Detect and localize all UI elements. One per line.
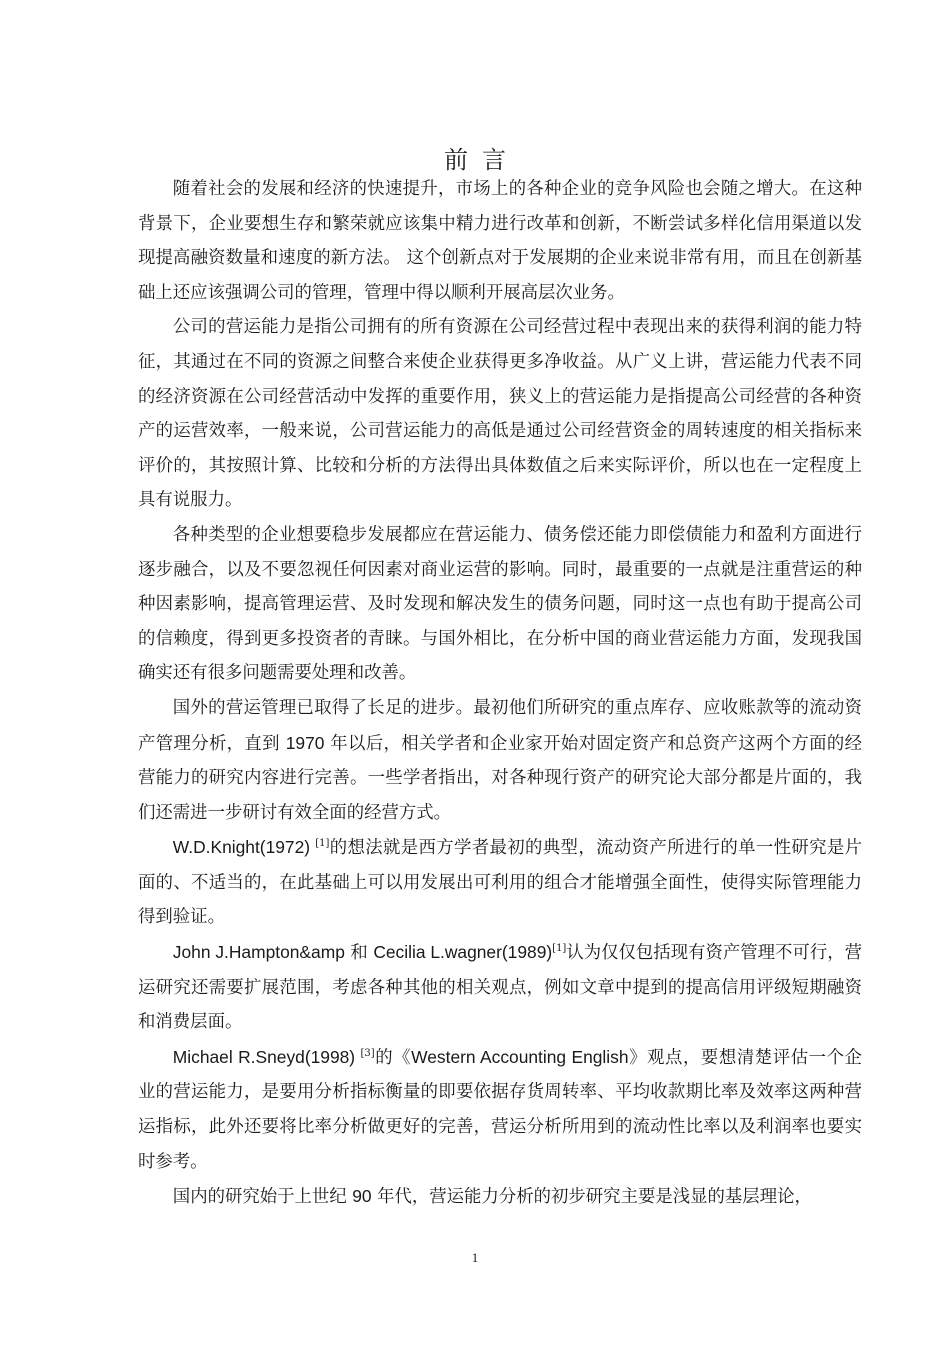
citation-ref: [1]	[315, 838, 330, 850]
page-title: 前言	[444, 146, 520, 175]
document-body	[138, 172, 862, 1215]
paragraph-4: 国外的营运管理已取得了长足的进步。最初他们所研究的重点库存、应收账款等的流动资产管理分析，直到 1970 年以后，相关学者和企业家开始对固定资产和总资产这两个方面的经营能力的研究内容进行完善。一些学者指出，对各种现行资产的研究论大部分都是片面的，我们还需进一步研讨有效全面的经营方式。	[138, 697, 862, 823]
paragraph-7: Michael R.Sneyd(1998) [3]的《Western Accounting English》观点，要想清楚评估一个企业的营运能力，是要用分析指标衡量的即要依据存货周转率、平均收款期比率及效率这两种营运指标，此外还要将比率分析做更好的完善，营运分析所用到的流动性比率以及利润率也要实时参考。	[138, 1046, 862, 1172]
paragraph-1: 随着社会的发展和经济的快速提升，市场上的各种企业的竞争风险也会随之增大。在这种背景下，企业要想生存和繁荣就应该集中精力进行改革和创新，不断尝试多样化信用渠道以发现提高融资数量和速度的新方法。 这个创新点对于发展期的企业来说非常有用，而且在创新基础上还应该强调公司的管理，管理中得以顺利开展高层次业务。	[138, 179, 862, 303]
citation-ref: [1]	[552, 943, 567, 955]
paragraph-6: John J.Hampton&amp 和 Cecilia L.wagner(1989)[1]认为仅仅包括现有资产管理不可行，营运研究还需要扩展范围，考虑各种其他的相关观点，例如文章中提到的提高信用评级短期融资和消费层面。	[138, 942, 862, 1033]
citation-ref: [3]	[360, 1047, 375, 1059]
paragraph-5: W.D.Knight(1972) [1]的想法就是西方学者最初的典型，流动资产所进行的单一性研究是片面的、不适当的，在此基础上可以用发展出可利用的组合才能增强全面性，使得实际管理能力得到验证。	[138, 837, 862, 928]
page-number: 1	[471, 1250, 479, 1265]
paragraph-3: 各种类型的企业想要稳步发展都应在营运能力、债务偿还能力即偿债能力和盈利方面进行逐步融合，以及不要忽视任何因素对商业运营的影响。同时，最重要的一点就是注重营运的种种因素影响，提高管理运营、及时发现和解决发生的债务问题，同时这一点也有助于提高公司的信赖度，得到更多投资者的青睐。与国外相比，在分析中国的商业营运能力方面，发现我国确实还有很多问题需要处理和改善。	[138, 524, 862, 684]
paragraph-2: 公司的营运能力是指公司拥有的所有资源在公司经营过程中表现出来的获得利润的能力特征，其通过在不同的资源之间整合来使企业获得更多净收益。从广义上讲，营运能力代表不同的经济资源在公司经营活动中发挥的重要作用，狭义上的营运能力是指提高公司经营的各种资产的运营效率，一般来说，公司营运能力的高低是通过公司经营资金的周转速度的相关指标来评价的，其按照计算、比较和分析的方法得出具体数值之后来实际评价，所以也在一定程度上具有说服力。	[138, 317, 862, 511]
paragraph-8: 国内的研究始于上世纪 90 年代，营运能力分析的初步研究主要是浅显的基层理论，	[172, 1186, 812, 1208]
